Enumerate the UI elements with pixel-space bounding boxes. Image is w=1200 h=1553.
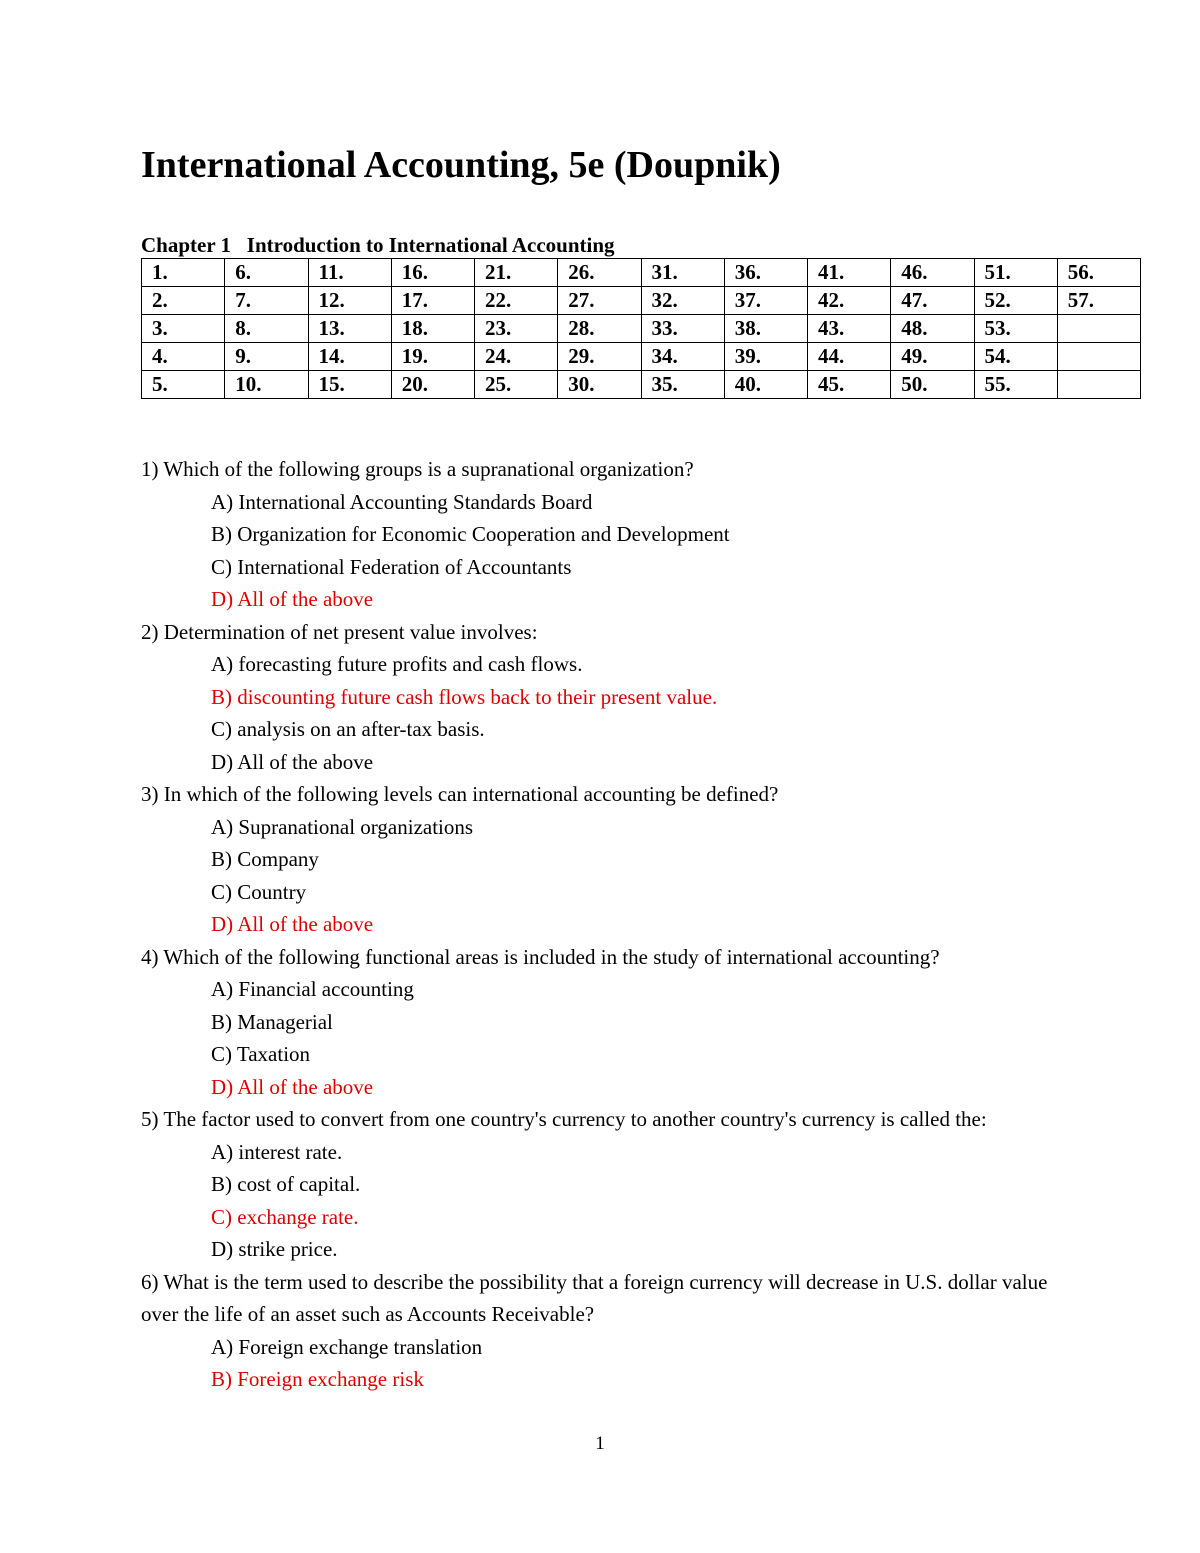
answer-option: A) Foreign exchange translation bbox=[211, 1334, 483, 1359]
answer-grid-cell: 44. bbox=[808, 343, 891, 371]
answer-grid-cell: 1. bbox=[142, 259, 225, 287]
answer-grid-cell: 23. bbox=[475, 315, 558, 343]
answer-grid-cell: 6. bbox=[225, 259, 308, 287]
answer-grid-cell: 26. bbox=[558, 259, 641, 287]
answer-grid-cell: 45. bbox=[808, 371, 891, 399]
question-item bbox=[141, 1266, 1081, 1396]
answer-grid-cell: 11. bbox=[308, 259, 391, 287]
answer-grid-cell: 25. bbox=[475, 371, 558, 399]
answer-option: D) strike price. bbox=[211, 1237, 338, 1261]
answer-grid-cell: 41. bbox=[808, 259, 891, 287]
answer-grid-cell: 57. bbox=[1057, 287, 1140, 315]
answer-option: A) forecasting future profits and cash flows. bbox=[211, 652, 583, 676]
answer-grid-cell: 15. bbox=[308, 371, 391, 399]
answer-grid-cell: 21. bbox=[475, 259, 558, 287]
answer-grid-cell: 28. bbox=[558, 315, 641, 343]
answer-grid-cell: 34. bbox=[641, 343, 724, 371]
answer-option: C) Country bbox=[211, 879, 307, 904]
answer-grid-cell: 49. bbox=[891, 343, 974, 371]
answer-grid-row bbox=[142, 371, 1141, 399]
page-number: 1 bbox=[595, 1433, 605, 1454]
question-item bbox=[141, 616, 1081, 779]
answer-grid-cell: 24. bbox=[475, 343, 558, 371]
answer-grid-cell: 53. bbox=[974, 315, 1057, 343]
answer-grid-cell: 50. bbox=[891, 371, 974, 399]
answer-grid-cell: 48. bbox=[891, 315, 974, 343]
answer-grid-cell: 32. bbox=[641, 287, 724, 315]
answer-grid-cell: 42. bbox=[808, 287, 891, 315]
answer-option: A) interest rate. bbox=[211, 1139, 343, 1164]
question-item bbox=[141, 778, 1081, 941]
answer-grid-cell: 54. bbox=[974, 343, 1057, 371]
answer-grid bbox=[141, 258, 1141, 399]
answer-grid-cell: 31. bbox=[641, 259, 724, 287]
answer-grid-cell: 38. bbox=[724, 315, 807, 343]
answer-grid-cell: 19. bbox=[391, 343, 474, 371]
question-stem: 1) Which of the following groups is a supranational organization? bbox=[141, 457, 694, 481]
answer-grid-row bbox=[142, 259, 1141, 287]
answer-option: B) cost of capital. bbox=[211, 1172, 361, 1196]
answer-option: C) analysis on an after-tax basis. bbox=[211, 717, 485, 741]
answer-grid-cell: 27. bbox=[558, 287, 641, 315]
answer-grid-cell bbox=[1057, 315, 1140, 343]
answer-grid-cell: 2. bbox=[142, 287, 225, 315]
answer-grid-cell: 10. bbox=[225, 371, 308, 399]
question-item bbox=[141, 941, 1081, 1104]
answer-grid-cell: 8. bbox=[225, 315, 308, 343]
answer-grid-cell: 13. bbox=[308, 315, 391, 343]
answer-grid-cell: 43. bbox=[808, 315, 891, 343]
answer-grid-cell bbox=[1057, 343, 1140, 371]
answer-grid-cell: 9. bbox=[225, 343, 308, 371]
question-stem: 6) What is the term used to describe the possibility that a foreign currency will decrease in U.S. dollar value over the life of an asset such as Accounts Receivable? bbox=[141, 1269, 1048, 1326]
answer-grid-cell: 33. bbox=[641, 315, 724, 343]
answer-option: B) Organization for Economic Cooperation and Development bbox=[211, 522, 730, 546]
correct-answer-option: D) All of the above bbox=[211, 587, 374, 611]
answer-grid-cell: 46. bbox=[891, 259, 974, 287]
answer-grid-body bbox=[142, 259, 1141, 399]
answer-option: A) International Accounting Standards Board bbox=[211, 489, 593, 514]
question-list bbox=[141, 453, 1081, 1396]
question-stem: 5) The factor used to convert from one country's currency to another country's currency is called the: bbox=[141, 1107, 987, 1131]
answer-grid-cell: 14. bbox=[308, 343, 391, 371]
answer-grid-cell: 36. bbox=[724, 259, 807, 287]
answer-grid-cell: 39. bbox=[724, 343, 807, 371]
answer-grid-cell: 56. bbox=[1057, 259, 1140, 287]
answer-grid-cell: 52. bbox=[974, 287, 1057, 315]
correct-answer-option: B) discounting future cash flows back to their present value. bbox=[211, 684, 718, 709]
answer-grid-cell: 18. bbox=[391, 315, 474, 343]
answer-option: B) Managerial bbox=[211, 1009, 333, 1034]
answer-grid-row bbox=[142, 287, 1141, 315]
correct-answer-option: D) All of the above bbox=[211, 912, 374, 936]
answer-option: A) Financial accounting bbox=[211, 977, 414, 1001]
correct-answer-option: C) exchange rate. bbox=[211, 1204, 359, 1229]
document-title: International Accounting, 5e (Doupnik) bbox=[141, 144, 781, 186]
question-item bbox=[141, 1103, 1081, 1266]
answer-grid-cell bbox=[1057, 371, 1140, 399]
answer-grid-cell: 51. bbox=[974, 259, 1057, 287]
question-stem: 4) Which of the following functional areas is included in the study of international accounting? bbox=[141, 944, 940, 969]
answer-grid-cell: 47. bbox=[891, 287, 974, 315]
correct-answer-option: B) Foreign exchange risk bbox=[211, 1367, 424, 1391]
correct-answer-option: D) All of the above bbox=[211, 1074, 374, 1099]
answer-option: C) Taxation bbox=[211, 1042, 311, 1066]
answer-grid-cell: 40. bbox=[724, 371, 807, 399]
answer-grid-row bbox=[142, 315, 1141, 343]
answer-grid-cell: 7. bbox=[225, 287, 308, 315]
answer-option: A) Supranational organizations bbox=[211, 814, 474, 839]
answer-grid-cell: 30. bbox=[558, 371, 641, 399]
answer-grid-cell: 55. bbox=[974, 371, 1057, 399]
answer-grid-cell: 16. bbox=[391, 259, 474, 287]
answer-grid-cell: 20. bbox=[391, 371, 474, 399]
answer-grid-cell: 3. bbox=[142, 315, 225, 343]
question-stem: 3) In which of the following levels can international accounting be defined? bbox=[141, 782, 779, 806]
answer-grid-cell: 12. bbox=[308, 287, 391, 315]
answer-option: B) Company bbox=[211, 847, 319, 871]
answer-grid-cell: 22. bbox=[475, 287, 558, 315]
chapter-heading: Chapter 1 Introduction to International Accounting bbox=[141, 233, 615, 257]
question-item bbox=[141, 453, 1081, 616]
answer-grid-row bbox=[142, 343, 1141, 371]
answer-grid-cell: 29. bbox=[558, 343, 641, 371]
answer-grid-cell: 5. bbox=[142, 371, 225, 399]
answer-option: D) All of the above bbox=[211, 749, 374, 774]
answer-option: C) International Federation of Accountants bbox=[211, 554, 572, 579]
answer-grid-cell: 35. bbox=[641, 371, 724, 399]
answer-grid-cell: 4. bbox=[142, 343, 225, 371]
question-stem: 2) Determination of net present value involves: bbox=[141, 619, 538, 644]
answer-grid-cell: 37. bbox=[724, 287, 807, 315]
answer-grid-cell: 17. bbox=[391, 287, 474, 315]
